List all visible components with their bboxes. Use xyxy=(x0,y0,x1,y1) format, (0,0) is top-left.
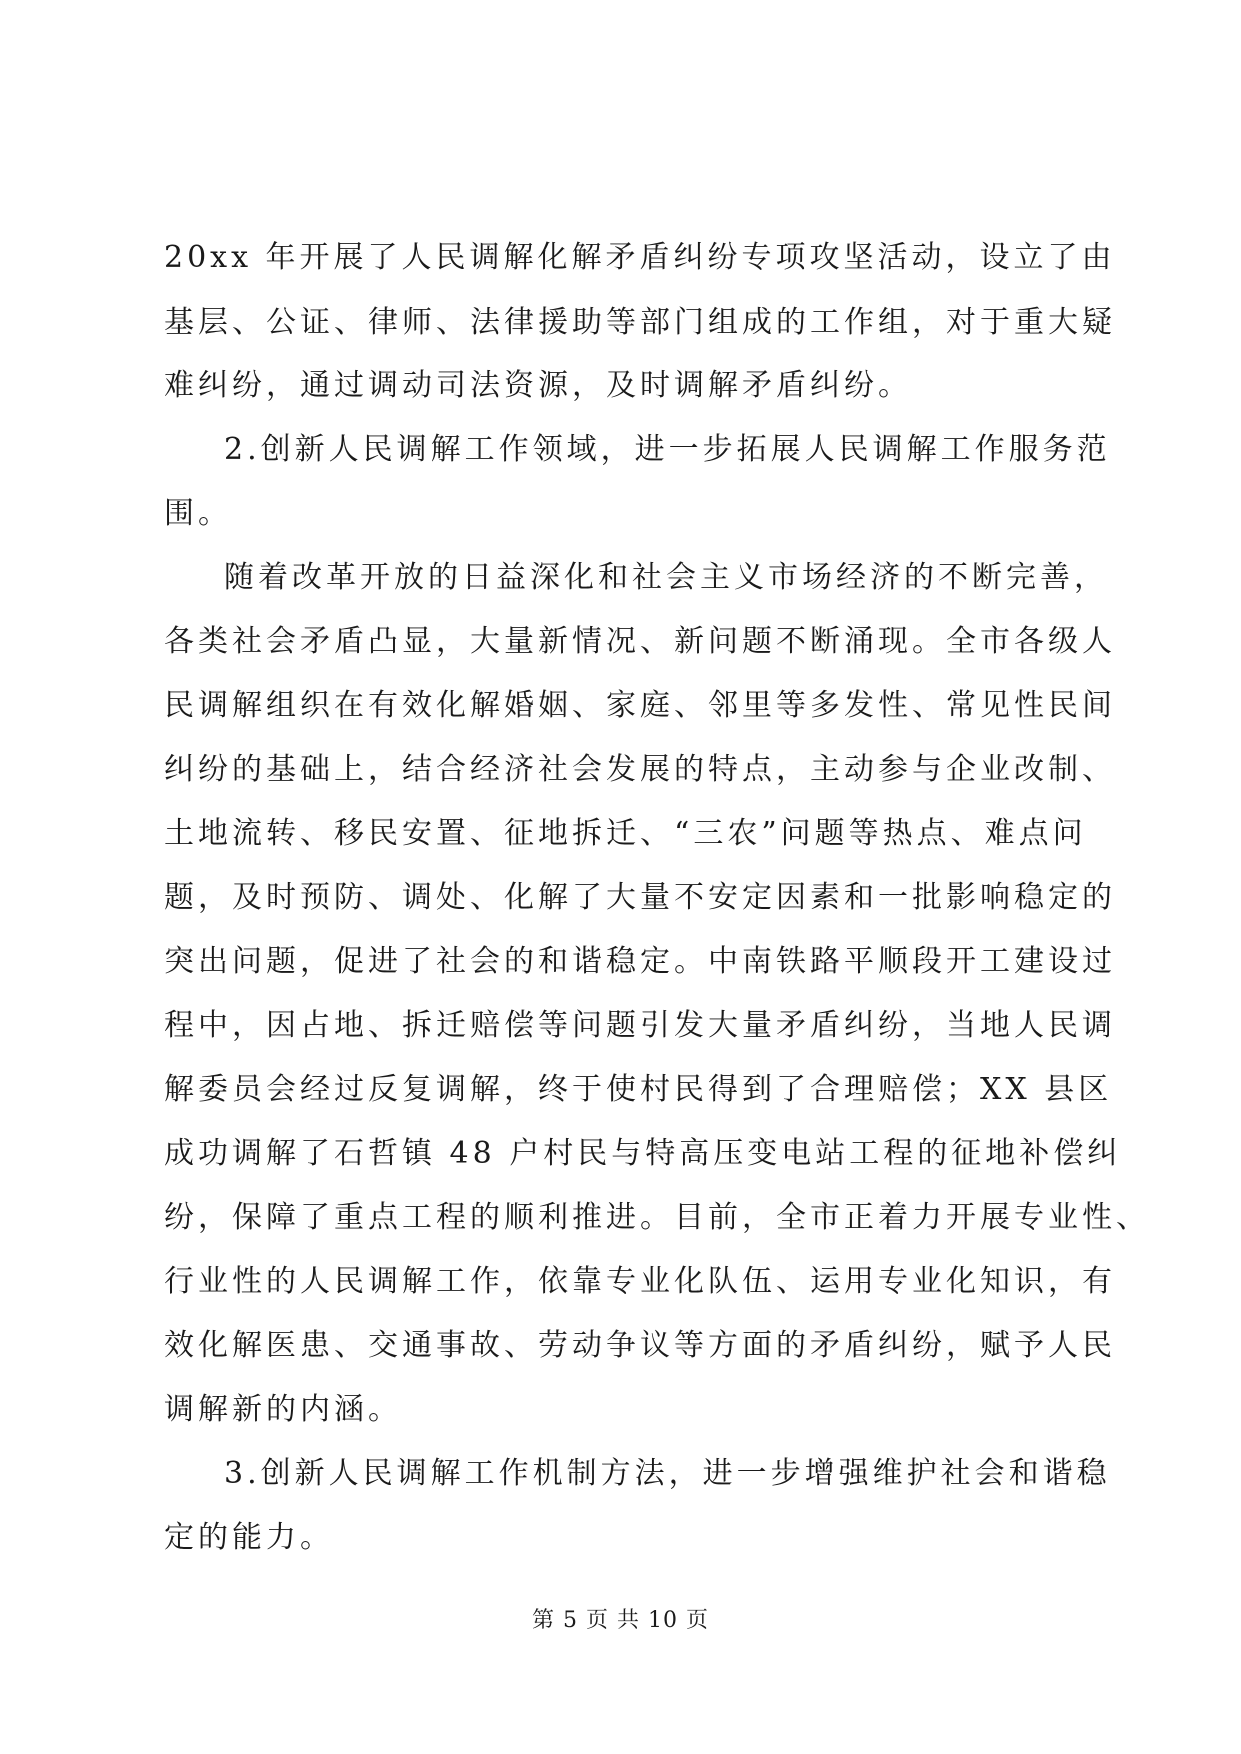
body-text-line: 难纠纷，通过调动司法资源，及时调解矛盾纠纷。 xyxy=(164,368,912,403)
body-text-line: 题，及时预防、调处、化解了大量不安定因素和一批影响稳定的 xyxy=(164,880,1116,915)
body-text-line: 成功调解了石哲镇 48 户村民与特高压变电站工程的征地补偿纠 xyxy=(164,1136,1122,1171)
body-text-line: 基层、公证、律师、法律援助等部门组成的工作组，对于重大疑 xyxy=(164,305,1116,340)
body-text-line: 纷，保障了重点工程的顺利推进。目前，全市正着力开展专业性、 xyxy=(164,1200,1150,1235)
section-heading-2-line: 2.创新人民调解工作领域，进一步拓展人民调解工作服务范 xyxy=(224,432,1111,467)
body-text-line: 突出问题，促进了社会的和谐稳定。中南铁路平顺段开工建设过 xyxy=(164,944,1116,979)
section-heading-3-line: 3.创新人民调解工作机制方法，进一步增强维护社会和谐稳 xyxy=(224,1456,1111,1491)
body-text-line: 20xx 年开展了人民调解化解矛盾纠纷专项攻坚活动，设立了由 xyxy=(164,240,1116,275)
body-text-line: 随着改革开放的日益深化和社会主义市场经济的不断完善， xyxy=(224,560,1108,595)
section-heading-3-line: 定的能力。 xyxy=(164,1520,334,1555)
body-text-line: 各类社会矛盾凸显，大量新情况、新问题不断涌现。全市各级人 xyxy=(164,624,1116,659)
page-number-footer: 第 5 页 共 10 页 xyxy=(532,1608,709,1633)
section-heading-2-line: 围。 xyxy=(164,496,232,531)
body-text-line: 土地流转、移民安置、征地拆迁、“三农”问题等热点、难点问 xyxy=(164,816,1087,851)
body-text-line: 程中，因占地、拆迁赔偿等问题引发大量矛盾纠纷，当地人民调 xyxy=(164,1008,1116,1043)
body-text-line: 纠纷的基础上，结合经济社会发展的特点，主动参与企业改制、 xyxy=(164,752,1116,787)
body-text-line: 调解新的内涵。 xyxy=(164,1392,402,1427)
body-text-line: 行业性的人民调解工作，依靠专业化队伍、运用专业化知识，有 xyxy=(164,1264,1116,1299)
body-text-line: 民调解组织在有效化解婚姻、家庭、邻里等多发性、常见性民间 xyxy=(164,688,1116,723)
body-text-line: 解委员会经过反复调解，终于使村民得到了合理赔偿；XX 县区 xyxy=(164,1072,1113,1107)
body-text-line: 效化解医患、交通事故、劳动争议等方面的矛盾纠纷，赋予人民 xyxy=(164,1328,1116,1363)
